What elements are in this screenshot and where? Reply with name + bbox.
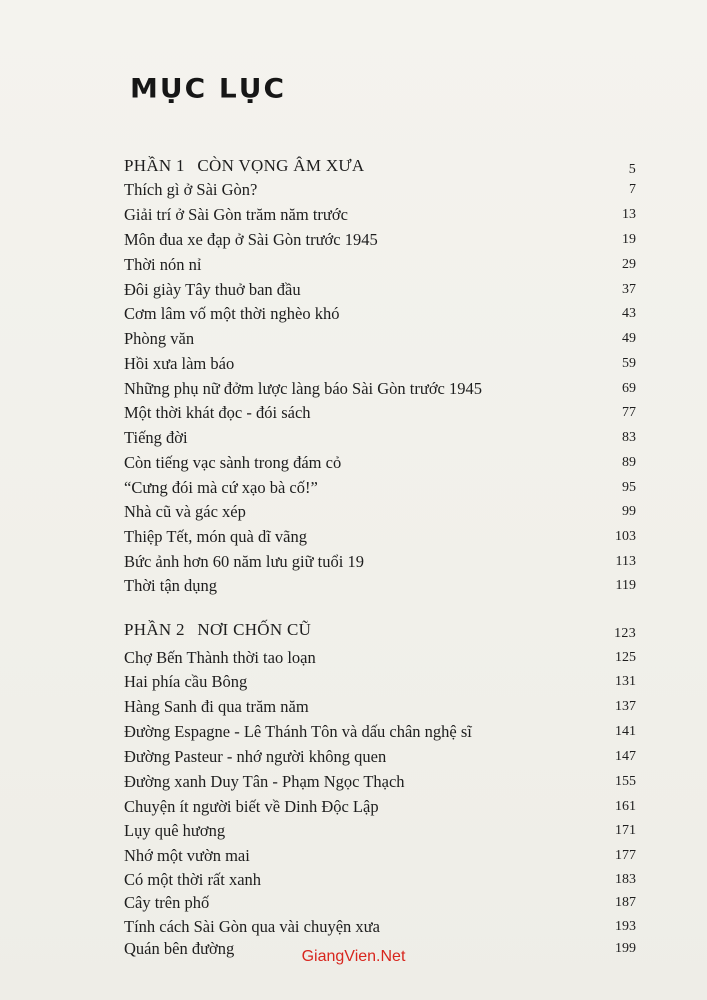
toc-entry[interactable] (124, 745, 636, 769)
toc-entry-title: Nhà cũ và gác xép (124, 502, 246, 521)
toc-entry[interactable] (124, 646, 636, 670)
toc-entry-title: Chuyện ít người biết về Dinh Độc Lập (124, 797, 379, 816)
toc-entry-title: Hồi xưa làm báo (124, 354, 235, 373)
toc-entry-page: 131 (615, 674, 636, 689)
toc-entry-page: 147 (615, 749, 636, 764)
toc-entry-page: 199 (615, 941, 636, 956)
section-label: PHẦN 2 (124, 620, 185, 639)
toc-entry-title: Có một thời rất xanh (124, 870, 262, 889)
toc-entry[interactable] (124, 670, 636, 694)
toc-entry[interactable] (124, 228, 636, 252)
section-label: PHẦN 1 (124, 156, 185, 175)
toc-entry-title: Một thời khát đọc - đói sách (124, 403, 311, 422)
toc-entry-title: Hàng Sanh đi qua trăm năm (124, 697, 309, 716)
toc-entry[interactable] (124, 525, 636, 549)
toc-entry[interactable] (124, 426, 636, 450)
toc-entry-title: Đôi giày Tây thuở ban đầu (124, 280, 301, 299)
toc-entry-title: Thích gì ở Sài Gòn? (124, 180, 258, 199)
toc-entry-title: Môn đua xe đạp ở Sài Gòn trước 1945 (124, 230, 378, 249)
toc-entry-page: 43 (622, 306, 636, 321)
section-name: NƠI CHỐN CŨ (197, 620, 312, 639)
toc-entry-page: 187 (615, 895, 636, 910)
toc-entry-title: Đường Espagne - Lê Thánh Tôn và dấu chân nghệ sĩ (124, 722, 472, 741)
toc-entry[interactable] (124, 451, 636, 475)
toc-entry-page: 183 (615, 872, 636, 887)
toc-entry[interactable] (124, 352, 636, 376)
toc-entry[interactable] (124, 915, 636, 939)
toc-entry[interactable] (124, 500, 636, 524)
toc-entry[interactable] (124, 178, 636, 202)
toc-entry[interactable] (124, 203, 636, 227)
toc-entry-page: 77 (622, 405, 636, 420)
toc-entry-title: Giải trí ở Sài Gòn trăm năm trước (124, 205, 348, 224)
toc-entry-title: Lụy quê hương (124, 821, 226, 840)
toc-entry-title: Thời nón nỉ (124, 255, 202, 274)
toc-entry-title: Bức ảnh hơn 60 năm lưu giữ tuổi 19 (124, 552, 364, 571)
toc-entry-page: 69 (622, 381, 636, 396)
section-page: 5 (628, 162, 636, 177)
toc-entry-title: Còn tiếng vạc sành trong đám cỏ (124, 453, 342, 472)
toc-entry-title: Thiệp Tết, món quà dĩ vãng (124, 527, 307, 546)
toc-entry-page: 37 (622, 282, 636, 297)
toc-entry[interactable] (124, 695, 636, 719)
toc-entry[interactable] (124, 476, 636, 500)
toc-entry-title: Cây trên phố (124, 893, 210, 912)
toc-entry-title: Nhớ một vườn mai (124, 846, 250, 865)
toc-entry-page: 103 (615, 529, 636, 544)
toc-entry[interactable] (124, 278, 636, 302)
toc-entry-title: Chợ Bến Thành thời tao loạn (124, 648, 316, 667)
toc-entry-title: Những phụ nữ đởm lược làng báo Sài Gòn trước 1945 (124, 379, 482, 398)
toc-entry-title: Thời tận dụng (124, 576, 218, 595)
toc-entry-page: 161 (615, 799, 636, 814)
toc-entry-title: Phòng văn (124, 329, 195, 348)
toc-entry-page: 19 (622, 232, 636, 247)
toc-entry-title: Đường Pasteur - nhớ người không quen (124, 747, 387, 766)
toc-entry-page: 113 (615, 554, 636, 569)
toc-entry-title: Cơm lâm vố một thời nghèo khó (124, 304, 340, 323)
toc-entry-page: 177 (615, 848, 636, 863)
toc-entry[interactable] (124, 327, 636, 351)
toc-entry[interactable] (124, 868, 636, 892)
toc-entry[interactable] (124, 819, 636, 843)
toc-entry-page: 59 (622, 356, 636, 371)
toc-entry-page: 155 (615, 774, 636, 789)
toc-entry-title: “Cưng đói mà cứ xạo bà cố!” (124, 478, 318, 497)
page-title: MỤC LỤC (130, 72, 287, 105)
toc-entry-page: 99 (622, 504, 636, 519)
toc-entry[interactable] (124, 770, 636, 794)
section-name: CÒN VỌNG ÂM XƯA (197, 156, 365, 175)
toc-entry[interactable] (124, 844, 636, 868)
toc-entry[interactable] (124, 720, 636, 744)
section-heading-1 (124, 156, 636, 176)
toc-entry-page: 89 (622, 455, 636, 470)
toc-entry-title: Tính cách Sài Gòn qua vài chuyện xưa (124, 917, 380, 936)
toc-entry[interactable] (124, 795, 636, 819)
toc-entry-page: 29 (622, 257, 636, 272)
toc-entry-page: 13 (622, 207, 636, 222)
toc-entry-page: 7 (629, 182, 636, 197)
toc-entry-title: Đường xanh Duy Tân - Phạm Ngọc Thạch (124, 772, 405, 791)
toc-entry-page: 119 (615, 578, 636, 593)
toc-entry-title: Quán bên đường (124, 939, 235, 958)
toc-entry[interactable] (124, 253, 636, 277)
toc-entry-page: 137 (615, 699, 636, 714)
toc-entry-page: 171 (615, 823, 636, 838)
toc-entry-page: 49 (622, 331, 636, 346)
toc-entry-page: 125 (615, 650, 636, 665)
toc-entry-page: 83 (622, 430, 636, 445)
toc-entry-page: 95 (622, 480, 636, 495)
section-heading-2 (124, 620, 636, 640)
toc-entry-page: 193 (615, 919, 636, 934)
toc-entry[interactable] (124, 377, 636, 401)
toc-entry-title: Tiếng đời (124, 428, 188, 447)
toc-entry[interactable] (124, 574, 636, 598)
toc-entry[interactable] (124, 891, 636, 915)
toc-entry-page: 141 (615, 724, 636, 739)
toc-entry-title: Hai phía cầu Bông (124, 672, 248, 691)
watermark: GiangVien.Net (301, 948, 406, 965)
toc-entry[interactable] (124, 302, 636, 326)
toc-entry[interactable] (124, 550, 636, 574)
toc-entry[interactable] (124, 401, 636, 425)
section-page: 123 (614, 626, 636, 641)
